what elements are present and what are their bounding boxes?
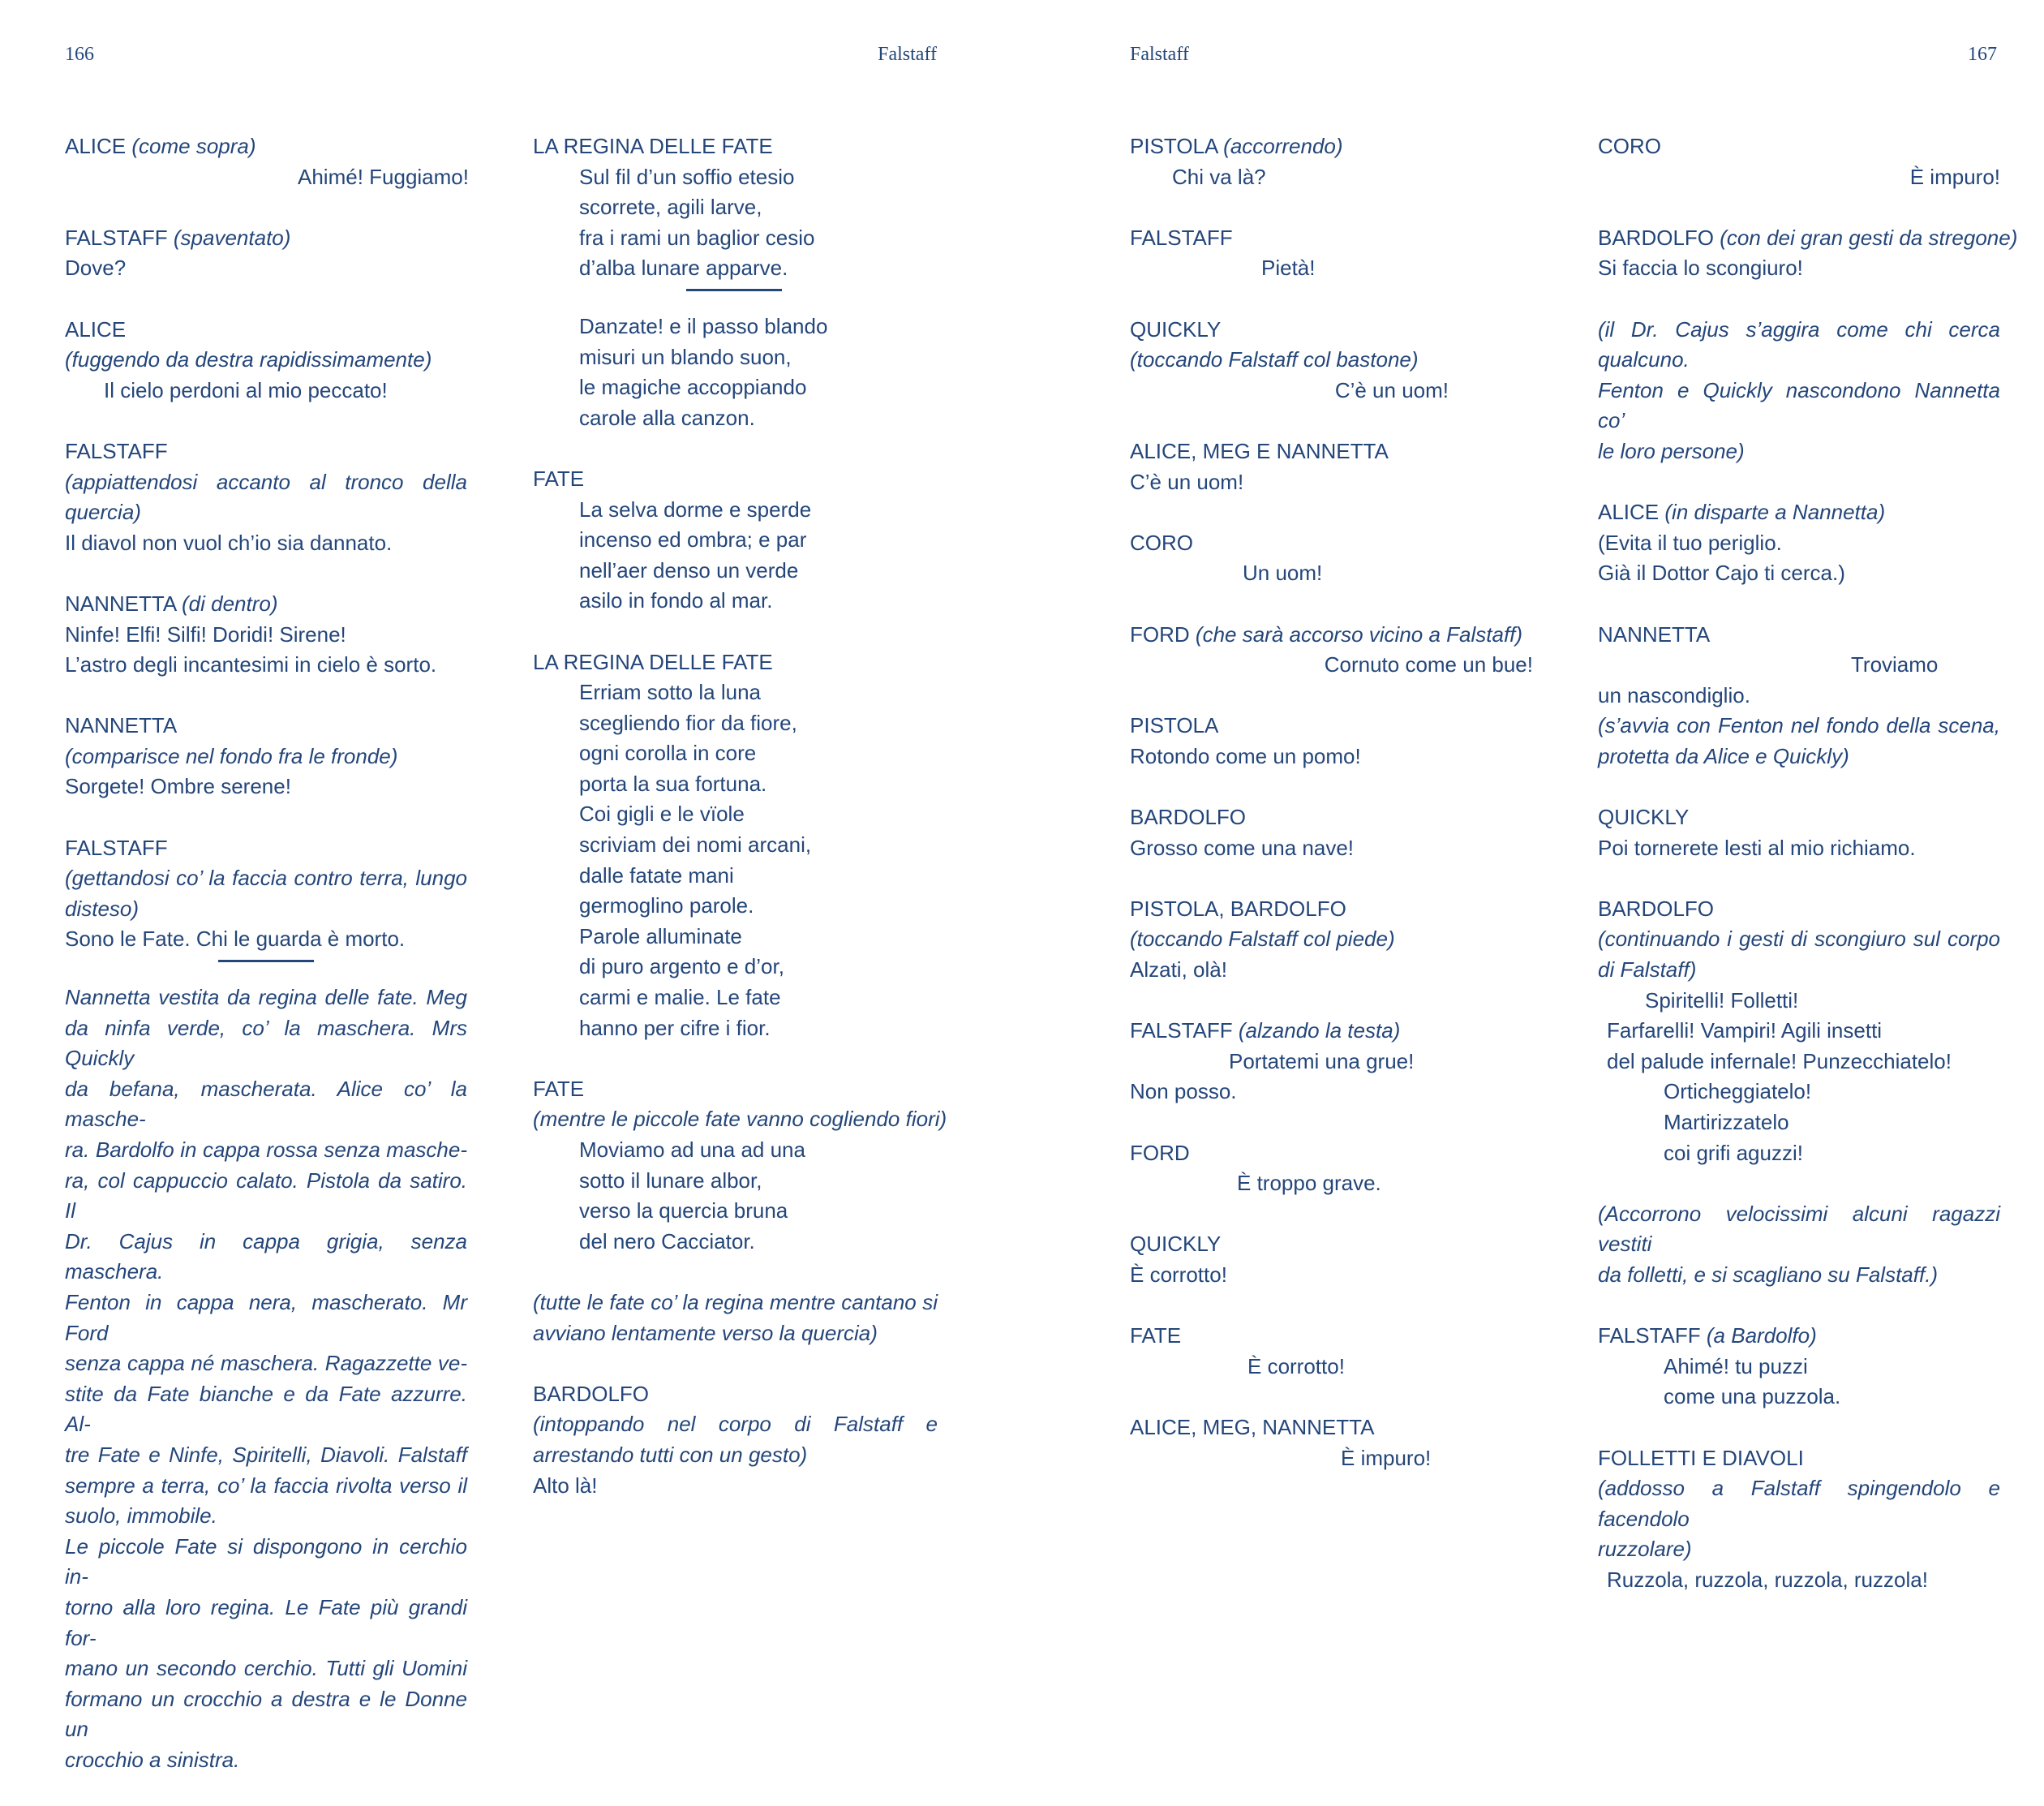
speaker-line — [1130, 620, 1533, 651]
speaker-name: FALSTAFF — [65, 835, 168, 860]
verse-line: Coi gigli e le vïole — [579, 802, 745, 827]
verse-line: porta la sua fortuna. — [579, 771, 767, 796]
text-block — [1598, 894, 2000, 1168]
speaker-name: ALICE, MEG E NANNETTA — [1130, 438, 1389, 463]
verse-line: Erriam sotto la luna — [579, 680, 761, 705]
stage-direction-line: le loro persone) — [1598, 438, 1745, 463]
speaker-line — [1598, 802, 2000, 833]
text-block — [1598, 620, 2000, 772]
text-block — [1598, 802, 2000, 863]
stage-direction-line: Fenton e Quickly nascondono Nannetta co’ — [1598, 377, 2000, 433]
text-block — [1598, 1443, 2000, 1596]
text-block — [65, 223, 467, 284]
verse-line: Poi tornerete lesti al mio richiamo. — [1598, 835, 1916, 860]
speaker-line — [1130, 1413, 1533, 1443]
stage-direction-line: (gettandosi co’ la faccia contro terra, lungo — [65, 866, 467, 891]
verse-line: Dove? — [65, 256, 127, 281]
speaker-name: FORD — [1130, 621, 1190, 647]
speaker-line — [533, 647, 938, 678]
speaker-name: ALICE — [1598, 500, 1660, 525]
stage-direction: (a Bardolfo) — [1706, 1323, 1817, 1348]
verse-line: Farfarelli! Vampiri! Agili insetti — [1607, 1018, 1883, 1043]
text-block — [1130, 1321, 1533, 1382]
section-divider — [686, 289, 782, 291]
speaker-line — [1130, 131, 1533, 162]
text-block — [1130, 1413, 1533, 1473]
speaker-name: ALICE — [65, 316, 127, 342]
verse-line: Portatemi una grue! — [1229, 1048, 1415, 1073]
stage-direction: (che sarà accorso vicino a Falstaff) — [1195, 621, 1523, 647]
verse-line: È corrotto! — [1247, 1353, 1345, 1378]
verse-line: le magiche accoppiando — [579, 375, 807, 400]
stage-direction-line: suolo, immobile. — [65, 1503, 217, 1529]
speaker-name: LA REGINA DELLE FATE — [533, 649, 773, 674]
text-block — [65, 589, 467, 681]
verse-line: Troviamo — [1851, 652, 1939, 677]
text-block — [533, 1379, 938, 1501]
text-block — [1130, 528, 1533, 589]
speaker-name: FATE — [533, 1076, 585, 1101]
text-block — [65, 983, 467, 1775]
text-column-2 — [533, 131, 947, 1532]
verse-line: incenso ed ombra; e par — [579, 527, 807, 553]
verse-line: Alto là! — [533, 1473, 598, 1498]
speaker-line — [533, 1074, 938, 1105]
verse-line: Chi va là? — [1172, 164, 1266, 189]
speaker-name: FATE — [1130, 1323, 1182, 1348]
verse-line: d’alba lunare apparve. — [579, 256, 788, 281]
speaker-line — [1598, 620, 2000, 651]
stage-direction: (accorrendo) — [1223, 134, 1343, 158]
verse-line: Il cielo perdoni al mio peccato! — [104, 377, 388, 402]
text-block — [1130, 223, 1533, 284]
text-block — [1130, 1229, 1533, 1290]
speaker-name: CORO — [1130, 530, 1193, 555]
text-block — [1598, 1321, 2000, 1413]
right-page — [1022, 0, 2044, 1592]
stage-direction-line: tre Fate e Ninfe, Spiritelli, Diavoli. Falstaff — [65, 1442, 467, 1467]
stage-direction-line: avviano lentamente verso la quercia) — [533, 1320, 878, 1345]
verse-line: Ruzzola, ruzzola, ruzzola, ruzzola! — [1607, 1567, 1928, 1592]
speaker-line — [1598, 894, 2000, 925]
verse-line: di puro argento e d’or, — [579, 954, 784, 979]
verse-line: Ahimé! Fuggiamo! — [298, 164, 469, 189]
speaker-line — [1130, 894, 1533, 925]
speaker-name: BARDOLFO — [533, 1381, 650, 1406]
speaker-name: FALSTAFF — [1130, 1018, 1233, 1043]
speaker-line — [65, 223, 467, 254]
running-title-right: Falstaff — [1130, 44, 1189, 65]
verse-line: asilo in fondo al mar. — [579, 588, 773, 613]
verse-line: un nascondiglio. — [1598, 682, 1750, 707]
verse-line: Cornuto come un bue! — [1324, 652, 1533, 677]
verse-line: Moviamo ad una ad una — [579, 1137, 805, 1162]
speaker-line — [1598, 131, 2000, 162]
speaker-name: PISTOLA — [1130, 713, 1219, 738]
speaker-name: QUICKLY — [1130, 316, 1222, 342]
speaker-name: QUICKLY — [1598, 805, 1690, 830]
left-page — [0, 0, 1022, 1772]
verse-line: (Evita il tuo periglio. — [1598, 530, 1782, 555]
stage-direction-line: da befana, mascherata. Alice co’ la masche- — [65, 1076, 467, 1132]
verse-line: Un uom! — [1243, 561, 1323, 586]
speaker-name: BARDOLFO — [1598, 896, 1715, 921]
verse-line: ogni corolla in core — [579, 741, 757, 766]
verse-line: L’astro degli incantesimi in cielo è sorto. — [65, 652, 437, 677]
speaker-line — [1130, 1321, 1533, 1352]
speaker-line — [65, 315, 467, 346]
verse-line: scegliendo fior da fiore, — [579, 710, 797, 735]
speaker-line — [65, 131, 467, 162]
verse-line: sotto il lunare albor, — [579, 1167, 762, 1193]
verse-line: germoglino parole. — [579, 893, 754, 918]
stage-direction-line: senza cappa né maschera. Ragazzette ve- — [65, 1351, 467, 1376]
verse-line: coi grifi aguzzi! — [1664, 1140, 1803, 1165]
text-block — [65, 711, 467, 802]
text-block — [65, 436, 467, 558]
speaker-line — [1598, 1321, 2000, 1352]
stage-direction-line: (appiattendosi accanto al tronco della — [65, 469, 467, 494]
stage-direction: (come sopra) — [131, 134, 256, 158]
stage-direction-line: Nannetta vestita da regina delle fate. Meg — [65, 985, 467, 1010]
stage-direction-line: ruzzolare) — [1598, 1537, 1692, 1562]
speaker-line — [1130, 528, 1533, 559]
stage-direction-line: (tutte le fate co’ la regina mentre cantano si — [533, 1289, 938, 1314]
stage-direction-line: disteso) — [65, 896, 140, 921]
text-block — [65, 833, 467, 955]
text-block — [533, 464, 938, 617]
text-block — [1130, 802, 1533, 863]
verse-line: Non posso. — [1130, 1079, 1237, 1104]
verse-line: Ahimé! tu puzzi — [1664, 1353, 1808, 1378]
speaker-name: CORO — [1598, 134, 1661, 158]
speaker-line — [1130, 223, 1533, 254]
speaker-line — [1130, 1138, 1533, 1169]
stage-direction-line: Fenton in cappa nera, mascherato. Mr Ford — [65, 1289, 467, 1345]
speaker-line — [533, 131, 938, 162]
text-block — [65, 315, 467, 406]
verse-line: scriviam dei nomi arcani, — [579, 832, 812, 858]
speaker-line — [65, 711, 467, 742]
verse-line: hanno per cifre i fior. — [579, 1015, 771, 1040]
speaker-name: NANNETTA — [65, 713, 178, 738]
speaker-line — [1130, 711, 1533, 742]
text-block — [1130, 894, 1533, 986]
speaker-name: BARDOLFO — [1130, 805, 1247, 830]
speaker-name: FOLLETTI E DIAVOLI — [1598, 1445, 1804, 1470]
verse-line: Ninfe! Elfi! Silfi! Doridi! Sirene! — [65, 621, 346, 647]
text-block — [1130, 1016, 1533, 1107]
stage-direction-line: stite da Fate bianche e da Fate azzurre. Al- — [65, 1381, 467, 1437]
text-block — [1598, 1199, 2000, 1291]
stage-direction-line: (addosso a Falstaff spingendolo e facendolo — [1598, 1476, 2000, 1531]
speaker-name: PISTOLA — [1130, 134, 1217, 158]
text-column-3 — [1130, 131, 1533, 1504]
verse-line: Sono le Fate. Chi le guarda è morto. — [65, 927, 406, 952]
verse-line: del palude infernale! Punzecchiatelo! — [1607, 1048, 1952, 1073]
text-block — [1130, 436, 1533, 497]
stage-direction-line: sempre a terra, co’ la faccia rivolta verso il — [65, 1473, 467, 1498]
speaker-name: FORD — [1130, 1140, 1190, 1165]
text-block — [1130, 1138, 1533, 1199]
speaker-name: NANNETTA — [1598, 621, 1711, 647]
text-column-1 — [65, 131, 467, 1806]
text-block — [65, 131, 467, 192]
speaker-name: FALSTAFF — [1130, 225, 1233, 250]
stage-direction-line: (Accorrono velocissimi alcuni ragazzi vestiti — [1598, 1201, 2000, 1257]
verse-line: Sul fil d’un soffio etesio — [579, 164, 795, 189]
speaker-name: ALICE, MEG, NANNETTA — [1130, 1414, 1375, 1439]
speaker-name: FALSTAFF — [65, 225, 168, 250]
verse-line: Orticheggiatelo! — [1664, 1079, 1812, 1104]
speaker-name: BARDOLFO — [1598, 225, 1715, 250]
stage-direction-line: crocchio a sinistra. — [65, 1747, 240, 1772]
speaker-line — [1130, 315, 1533, 346]
speaker-line — [533, 1379, 938, 1410]
verse-line: Spiritelli! Folletti! — [1645, 987, 1799, 1013]
text-block — [533, 647, 938, 1044]
speaker-name: NANNETTA — [65, 591, 176, 616]
speaker-line — [1130, 1229, 1533, 1260]
text-block — [1598, 497, 2000, 589]
text-block — [533, 312, 938, 433]
speaker-name: FALSTAFF — [1598, 1323, 1701, 1348]
speaker-line — [1130, 436, 1533, 467]
verse-line: È troppo grave. — [1237, 1171, 1381, 1196]
stage-direction-line: formano un crocchio a destra e le Donne un — [65, 1686, 467, 1742]
stage-direction-line: (continuando i gesti di scongiuro sul corpo — [1598, 927, 2000, 952]
stage-direction-line: (comparisce nel fondo fra le fronde) — [65, 743, 398, 768]
text-block — [533, 1074, 947, 1258]
stage-direction-line: (mentre le piccole fate vanno cogliendo fiori) — [533, 1107, 947, 1132]
speaker-line — [65, 436, 467, 467]
verse-line: come una puzzola. — [1664, 1384, 1841, 1409]
stage-direction: (di dentro) — [182, 591, 278, 616]
verse-line: Rotondo come un pomo! — [1130, 743, 1361, 768]
verse-line: Alzati, olà! — [1130, 957, 1227, 983]
text-block — [1598, 131, 2000, 192]
stage-direction: (spaventato) — [173, 225, 291, 250]
stage-direction-line: Dr. Cajus in cappa grigia, senza maschera. — [65, 1228, 467, 1284]
stage-direction-line: da folletti, e si scagliano su Falstaff.) — [1598, 1262, 1939, 1287]
stage-direction-line: (fuggendo da destra rapidissimamente) — [65, 347, 432, 372]
stage-direction-line: arrestando tutti con un gesto) — [533, 1442, 808, 1467]
text-column-4 — [1598, 131, 2018, 1626]
verse-line: Parole alluminate — [579, 923, 742, 948]
stage-direction-line: (il Dr. Cajus s’aggira come chi cerca qualcuno. — [1598, 316, 2000, 372]
verse-line: del nero Cacciator. — [579, 1228, 755, 1253]
verse-line: Già il Dottor Cajo ti cerca.) — [1598, 561, 1845, 586]
speaker-line — [1598, 223, 2018, 254]
text-block — [1598, 223, 2018, 284]
stage-direction-line: ra, col cappuccio calato. Pistola da satiro. Il — [65, 1167, 467, 1223]
stage-direction-line: ra. Bardolfo in cappa rossa senza masche- — [65, 1137, 467, 1162]
verse-line: Si faccia lo scongiuro! — [1598, 256, 1803, 281]
verse-line: C’è un uom! — [1334, 377, 1449, 402]
verse-line: È impuro! — [1909, 164, 2000, 189]
running-title-left: Falstaff — [878, 44, 937, 65]
speaker-name: FALSTAFF — [65, 438, 168, 463]
verse-line: È corrotto! — [1130, 1262, 1227, 1287]
stage-direction-line: torno alla loro regina. Le Fate più grandi for- — [65, 1594, 467, 1650]
speaker-name: ALICE — [65, 134, 127, 158]
stage-direction-line: di Falstaff) — [1598, 957, 1697, 983]
verse-line: carmi e malie. Le fate — [579, 985, 781, 1010]
verse-line: La selva dorme e sperde — [579, 497, 812, 522]
speaker-name: PISTOLA, BARDOLFO — [1130, 896, 1346, 921]
speaker-line — [1598, 1443, 2000, 1474]
stage-direction: (alzando la testa) — [1238, 1018, 1401, 1043]
section-divider — [218, 960, 314, 962]
verse-line: Danzate! e il passo blando — [579, 313, 828, 338]
stage-direction-line: (intoppando nel corpo di Falstaff e — [533, 1412, 938, 1437]
verse-line: dalle fatate mani — [579, 862, 734, 888]
text-block — [1598, 315, 2000, 467]
text-block — [1130, 131, 1533, 192]
verse-line: carole alla canzon. — [579, 405, 755, 430]
text-block — [1130, 315, 1533, 406]
stage-direction-line: (toccando Falstaff col bastone) — [1130, 347, 1419, 372]
text-block — [1130, 620, 1533, 681]
verse-line: Il diavol non vuol ch’io sia dannato. — [65, 530, 393, 555]
verse-line: Pietà! — [1261, 256, 1316, 281]
text-block — [1130, 711, 1533, 772]
verse-line: È impuro! — [1341, 1445, 1432, 1470]
verse-line: verso la quercia bruna — [579, 1198, 788, 1223]
page-number-left: 166 — [65, 44, 94, 65]
stage-direction-line: protetta da Alice e Quickly) — [1598, 743, 1849, 768]
verse-line: Sorgete! Ombre serene! — [65, 774, 291, 799]
stage-direction: (in disparte a Nannetta) — [1664, 500, 1886, 525]
stage-direction-line: (s’avvia con Fenton nel fondo della scena, — [1598, 713, 2000, 738]
speaker-line — [65, 833, 467, 864]
text-block — [533, 131, 938, 284]
speaker-line — [65, 589, 467, 620]
speaker-name: LA REGINA DELLE FATE — [533, 134, 773, 158]
stage-direction: (con dei gran gesti da stregone) — [1720, 225, 2018, 250]
stage-direction-line: Le piccole Fate si dispongono in cerchio in- — [65, 1533, 467, 1589]
speaker-line — [1130, 802, 1533, 833]
stage-direction-line: da ninfa verde, co’ la maschera. Mrs Quickly — [65, 1015, 467, 1071]
verse-line: scorrete, agili larve, — [579, 195, 762, 220]
verse-line: Grosso come una nave! — [1130, 835, 1355, 860]
verse-line: misuri un blando suon, — [579, 344, 792, 369]
speaker-name: QUICKLY — [1130, 1232, 1222, 1257]
stage-direction-line: quercia) — [65, 500, 141, 525]
verse-line: fra i rami un baglior cesio — [579, 225, 815, 250]
verse-line: C’è un uom! — [1130, 469, 1244, 494]
speaker-line — [1598, 497, 2000, 528]
text-block — [533, 1288, 938, 1348]
verse-line: Martirizzatelo — [1664, 1110, 1789, 1134]
verse-line: nell’aer denso un verde — [579, 557, 799, 583]
page-number-right: 167 — [1968, 44, 1997, 65]
stage-direction-line: (toccando Falstaff col piede) — [1130, 927, 1395, 952]
speaker-name: FATE — [533, 466, 585, 491]
stage-direction-line: mano un secondo cerchio. Tutti gli Uomini — [65, 1656, 467, 1681]
speaker-line — [533, 464, 938, 495]
speaker-line — [1130, 1016, 1533, 1047]
